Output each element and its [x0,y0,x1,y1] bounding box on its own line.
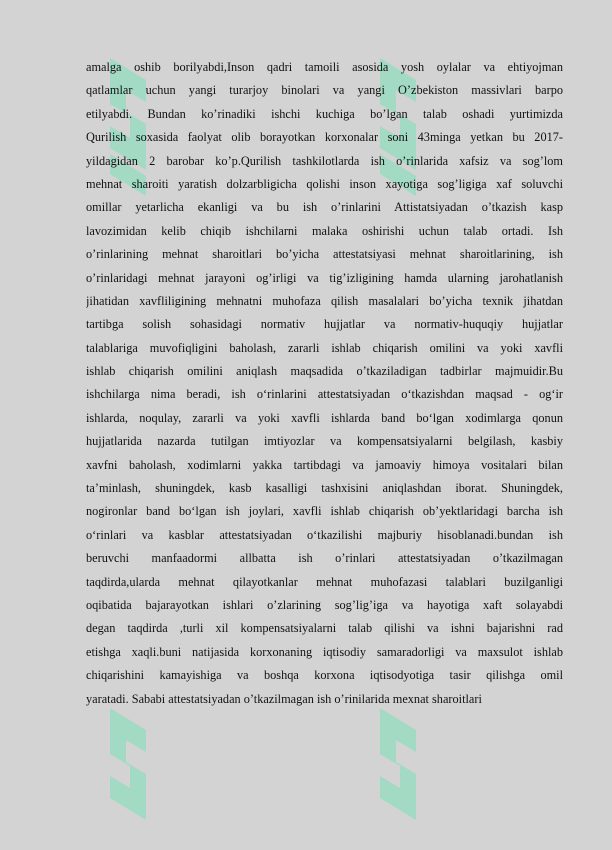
text-line: chiqarishini kamayishiga va boshqa korxona iqtisodyotiga tasir qilishga omil [86,668,563,683]
text-line: amalga oshib borilyabdi,Inson qadri tamoili asosida yosh oylalar va ehtiyojman [86,60,563,74]
text-line: oqibatida bajarayotkan ishlari o’zlarining sog’lig’iga va hayotiga xaft solayabdi [86,597,563,612]
text-line: taqdirda,ularda mehnat qilayotkanlar mehnat muhofazasi talablari buzilganligi [86,574,563,589]
watermark-logo-icon [370,700,426,850]
text-line: ishchilarga nima beradi, ish o‘rinlarini attestatsiyadan o‘tkazishdan maqsad - og‘ir [86,387,563,402]
text-line: degan taqdirda ,turli xil kompensatsiyalarni talab qilishi va ishni bajarishni rad [86,621,563,636]
document-body [86,56,563,711]
text-line: tartibga solish sohasidagi normativ hujjatlar va normativ-huquqiy hujjatlar [86,317,563,332]
text-line: talablariga muvofiqligini baholash, zararli ishlab chiqarish omilini va yoki xavfli [86,340,563,355]
text-line: xavfni baholash, xodimlarni yakka tartibdagi va jamoaviy himoya vositalari bilan [86,457,563,472]
text-line: mehnat sharoiti yaratish dolzarbligicha qolishi inson xayotiga sog’ligiga xaf soluvchi [86,176,563,191]
text-line: ta’minlash, shuningdek, kasb kasalligi tashxisini aniqlashdan iborat. Shuningdek, [86,481,563,496]
text-line: ishlab chiqarish omilini aniqlash maqsadida o’tkaziladigan tadbirlar majmuidir.Bu [86,364,563,379]
watermark-logo-icon [100,700,156,850]
text-line: etilyabdi. Bundan ko’rinadiki ishchi kuchiga bo’lgan talab oshadi yurtimizda [86,106,563,121]
text-line: hujjatlarida nazarda tutilgan imtiyozlar va kompensatsiyalarni belgilash, kasbiy [86,434,563,449]
text-line: etishga xaqli.buni natijasida korxonaning iqtisodiy samaradorligi va maxsulot ishlab [86,644,563,659]
text-line: o‘rinlari va kasblar attestatsiyadan o‘tkazilishi majburiy hisoblanadi.bundan ish [86,527,563,542]
text-line: jihatidan xavfliligining mehnatni muhofaza qilish masalalari bo’yicha texnik jihatdan [86,293,563,308]
text-line: o’rinlarining mehnat sharoitlari bo’yicha attestatsiyasi mehnat sharoitlarining, ish [86,247,563,262]
text-line: lavozimidan kelib chiqib ishchilarni malaka oshirishi uchun talab ortadi. Ish [86,223,563,238]
text-line: yaratadi. Sababi attestatsiyadan o’tkazilmagan ish o’rinilarida mexnat sharoitlari [86,691,482,706]
text-line: ishlarda, noqulay, zararli va yoki xavfli ishlarda band bo‘lgan xodimlarga qonun [86,410,563,425]
text-line: beruvchi manfaadormi allbatta ish o’rinlari attestatsiyadan o’tkazilmagan [86,551,563,566]
text-line: yildagidan 2 barobar ko’p.Qurilish tashkilotlarda ish o’rinlarida xafsiz va sog’lom [86,153,563,168]
text-line: omillar yetarlicha ekanligi va bu ish o’rinlarini Attistatsiyadan o’tkazish kasp [86,200,563,215]
text-line: qatlamlar uchun yangi turarjoy binolari va yangi O’zbekiston massivlari barpo [86,83,563,98]
text-line: Qurilish soxasida faolyat olib borayotkan korxonalar soni 43minga yetkan bu 2017- [86,130,563,145]
text-line: o’rinlaridagi mehnat jarayoni og’irligi va tig’izligining hamda ularning jarohatlanish [86,270,563,285]
text-line: nogironlar band bo‘lgan ish joylari, xavfli ishlab chiqarish ob’yektlaridagi barcha ish [86,504,563,519]
